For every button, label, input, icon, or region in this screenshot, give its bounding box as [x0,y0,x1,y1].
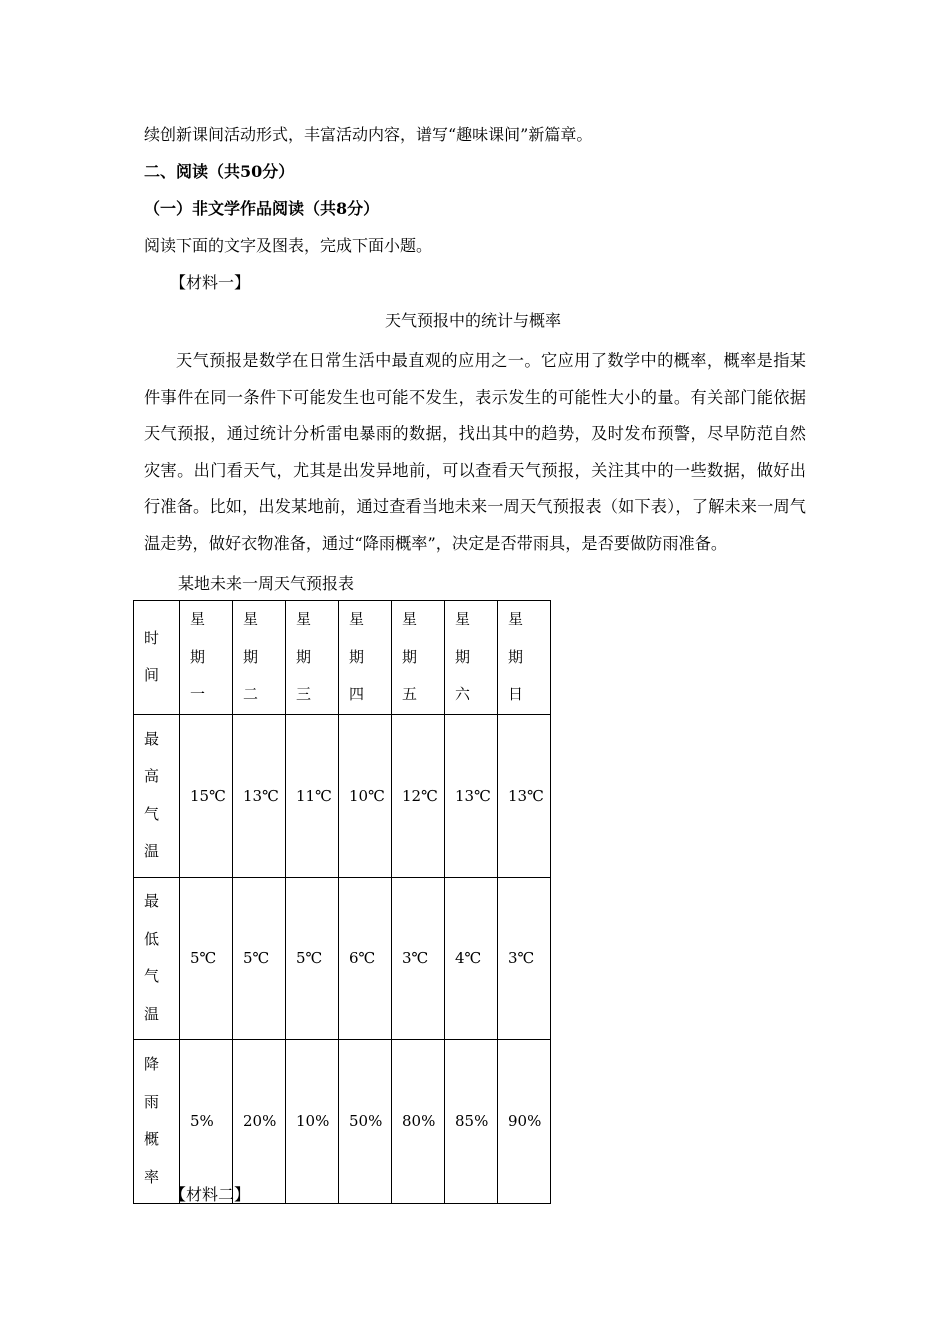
table-cell: 85% [445,1039,498,1203]
table-cell: 5℃ [180,877,233,1039]
day-header-label: 星期五 [402,610,418,703]
material-two-label: 【材料二】 [170,1185,251,1204]
table-cell: 3℃ [498,877,551,1039]
day-header-label: 星期一 [190,610,206,703]
row-label: 最高气温 [144,729,160,860]
day-header-cell [392,601,445,715]
section-two-heading: 二、阅读（共50分） [144,162,295,181]
table-cell: 13℃ [445,714,498,877]
article-title: 天气预报中的统计与概率 [385,311,562,330]
day-header-cell [445,601,498,715]
day-header-label: 星期日 [508,610,524,703]
table-cell: 13℃ [498,714,551,877]
table-cell: 10℃ [339,714,392,877]
day-header-label: 星期二 [243,610,259,703]
row-label-cell [134,714,180,877]
day-header-label: 星期三 [296,610,312,703]
table-cell: 13℃ [233,714,286,877]
table-corner-cell [134,601,180,715]
material-one-label: 【材料一】 [170,273,251,292]
table-cell: 50% [339,1039,392,1203]
day-header-cell [233,601,286,715]
table-cell: 5% [180,1039,233,1203]
table-cell: 5℃ [286,877,339,1039]
table-cell: 15℃ [180,714,233,877]
corner-label: 时间 [144,628,160,685]
weather-forecast-table [133,600,551,1204]
subsection-one-heading: （一）非文学作品阅读（共8分） [144,199,380,218]
table-cell: 90% [498,1039,551,1203]
table-row-rain-probability [134,1039,551,1203]
table-cell: 80% [392,1039,445,1203]
day-header-label: 星期六 [455,610,471,703]
table-cell: 4℃ [445,877,498,1039]
day-header-cell [498,601,551,715]
table-cell: 20% [233,1039,286,1203]
article-paragraph: 天气预报是数学在日常生活中最直观的应用之一。它应用了数学中的概率，概率是指某件事件在同一条件下可能发生也可能不发生，表示发生的可能性大小的量。有关部门能依据天气预报，通过统计分析雷电暴雨的数据，找出其中的趋势，及时发布预警，尽早防范自然灾害。出门看天气，尤其是出发异地前，可以查看天气预报，关注其中的一些数据，做好出行准备。比如，出发某地前，通过查看当地未来一周天气预报表（如下表），了解未来一周气温走势，做好衣物准备，通过“降雨概率”，决定是否带雨具，是否要做防雨准备。 [144,351,806,553]
table-cell: 11℃ [286,714,339,877]
day-header-cell [180,601,233,715]
day-header-cell [286,601,339,715]
day-header-cell [339,601,392,715]
table-caption: 某地未来一周天气预报表 [178,574,355,593]
row-label: 最低气温 [144,892,160,1023]
table-cell: 10% [286,1039,339,1203]
instruction-line: 阅读下面的文字及图表，完成下面小题。 [144,236,433,255]
row-label-cell [134,1039,180,1203]
table-row-min-temp [134,877,551,1039]
table-cell: 3℃ [392,877,445,1039]
table-row-max-temp [134,714,551,877]
day-header-label: 星期四 [349,610,365,703]
row-label: 降雨概率 [144,1055,160,1186]
table-header-row [134,601,551,715]
table-cell: 6℃ [339,877,392,1039]
table-cell: 12℃ [392,714,445,877]
continuation-line: 续创新课间活动形式，丰富活动内容，谱写“趣味课间”新篇章。 [144,125,593,144]
table-cell: 5℃ [233,877,286,1039]
row-label-cell [134,877,180,1039]
